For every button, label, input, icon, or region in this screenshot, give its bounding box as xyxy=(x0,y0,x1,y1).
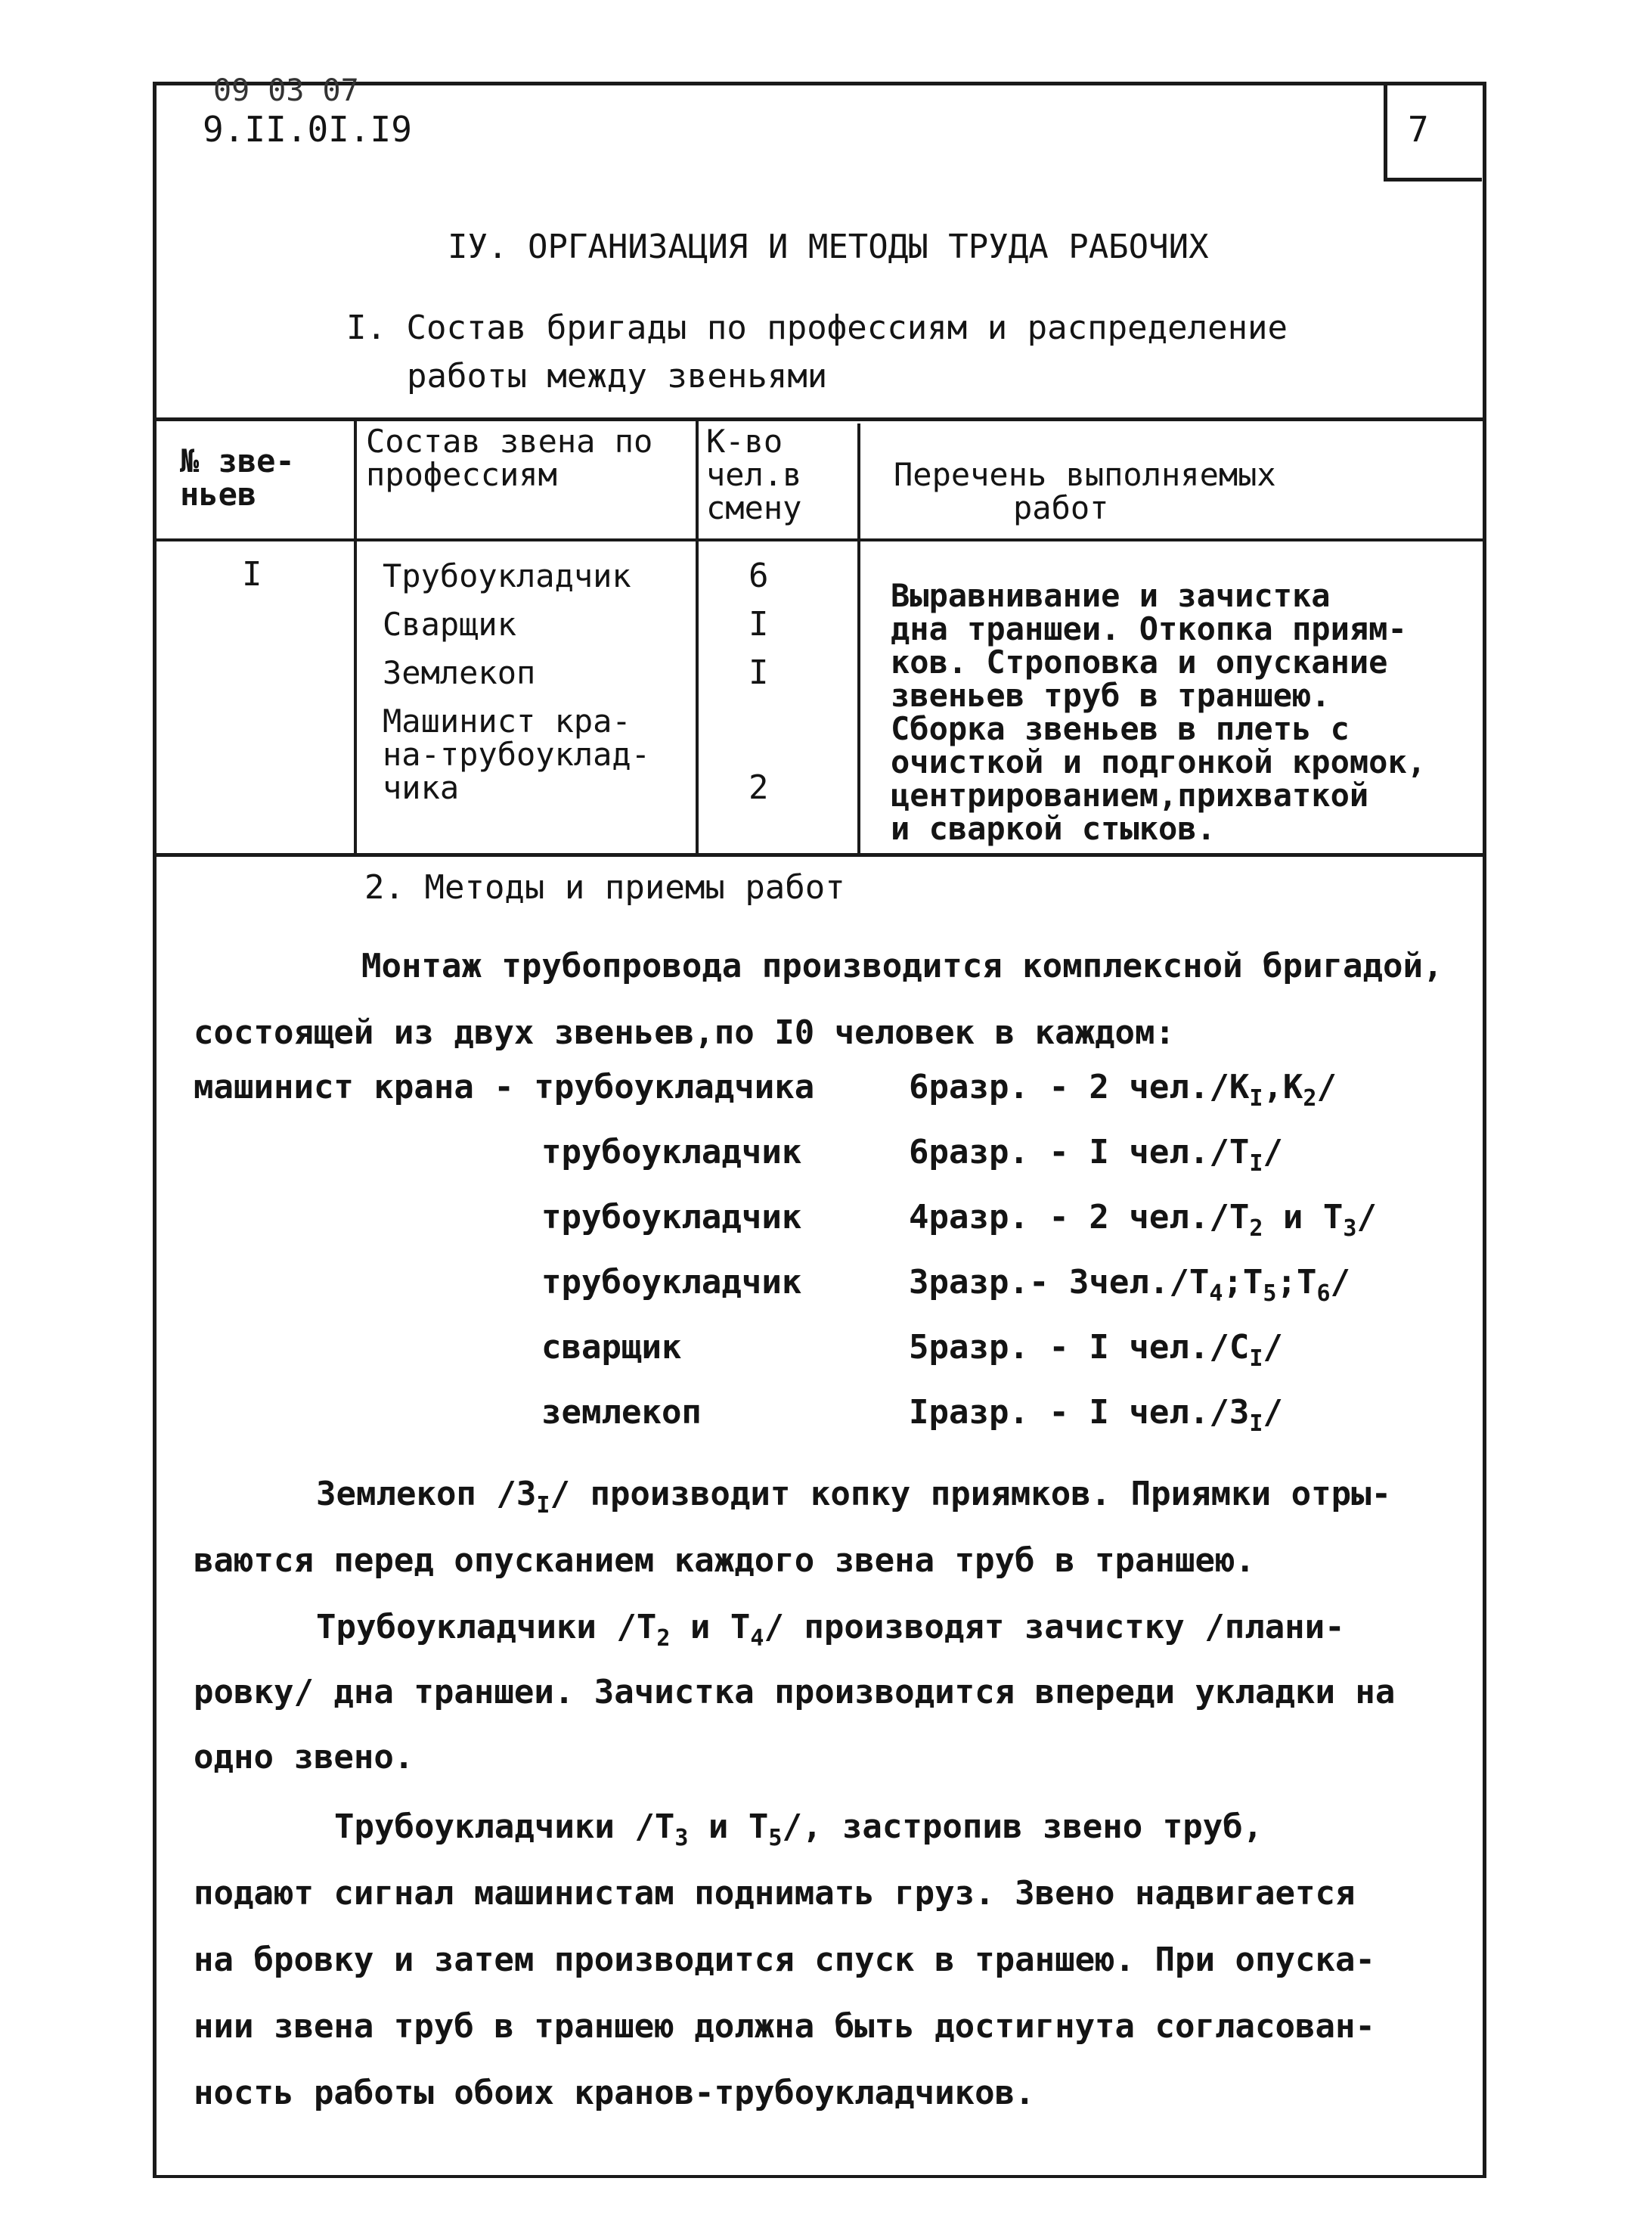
page-frame xyxy=(153,82,1486,2178)
table-col-divider-1 xyxy=(354,417,357,856)
work-item: очисткой и подгонкой кромок, xyxy=(891,743,1427,780)
work-item: ков. Строповка и опускание xyxy=(891,644,1388,681)
profession-item: на-трубоуклад- xyxy=(383,736,651,773)
work-item: дна траншеи. Откопка приям- xyxy=(891,610,1407,647)
header-col4-line1: Перечень выполняемых xyxy=(894,456,1276,493)
table-top-border xyxy=(153,417,1486,421)
count-item: I xyxy=(749,605,769,644)
profession-item: Землекоп xyxy=(383,654,536,691)
page-number: 7 xyxy=(1408,109,1429,150)
work-item: звеньев труб в траншею. xyxy=(891,677,1331,714)
header-col2-line2: профессиям xyxy=(366,456,557,493)
paragraph-3-line-3: на бровку и затем производится спуск в траншею. При опуска- xyxy=(194,1941,1375,1979)
header-col1-line1: № зве- xyxy=(180,442,295,479)
crew-role: машинист крана - трубоукладчика xyxy=(194,1068,815,1106)
count-item: 2 xyxy=(749,768,769,807)
crew-grade: 4разр. - 2 $чел./Т_2$ и $Т_3/$ xyxy=(909,1198,1377,1242)
profession-item: Машинист кра- xyxy=(383,703,631,740)
work-item: и сваркой стыков. xyxy=(891,810,1216,847)
subsection1-line2: работы между звеньями xyxy=(407,357,828,396)
profession-item: Сварщик xyxy=(383,606,517,643)
header-col2-line1: Состав звена по xyxy=(366,423,653,460)
section-title: IУ. ОРГАНИЗАЦИЯ И МЕТОДЫ ТРУДА РАБОЧИХ xyxy=(448,228,1209,266)
profession-item: чика xyxy=(383,769,460,806)
crew-grade: Iразр. - I $чел./З_I/$ xyxy=(909,1393,1283,1437)
paragraph-2-line-2: ровку/ дна траншеи. Зачистка производится впереди укладки на xyxy=(194,1673,1396,1711)
document-code: 9.II.0I.I9 xyxy=(203,109,412,150)
work-item: Сборка звеньев в плеть с xyxy=(891,710,1350,747)
subsection1-line1: I. Состав бригады по профессиям и распределение xyxy=(346,309,1288,347)
crew-role: сварщик xyxy=(541,1328,682,1367)
paragraph-3-line-4: нии звена труб в траншею должна быть достигнута согласован- xyxy=(194,2007,1375,2046)
subsection2-title: 2. Методы и приемы работ xyxy=(364,868,845,907)
page-number-box xyxy=(1384,85,1482,182)
paragraph-3-line-2: подают сигнал машинистам поднимать груз. Звено надвигается xyxy=(194,1874,1356,1913)
work-item: Выравнивание и зачистка xyxy=(891,577,1331,614)
header-col1-line2: ньев xyxy=(180,476,257,513)
table-col-divider-3 xyxy=(857,424,860,856)
profession-item: Трубоукладчик xyxy=(383,557,631,594)
work-item: центрированием,прихваткой xyxy=(891,777,1369,814)
crew-grade: 3разр.- $3чел./Т_4;Т_5;Т_6/$ xyxy=(909,1263,1351,1307)
row-number: I xyxy=(242,555,262,594)
crew-role: трубоукладчик xyxy=(541,1263,802,1302)
paragraph-3-line-1: Трубоукладчики $/Т_3$ и $Т_5/$, застропив звено труб, xyxy=(334,1807,1263,1851)
header-col3-line3: смену xyxy=(706,489,802,526)
paragraph-3-line-5: ность работы обоих кранов-трубоукладчиков. xyxy=(194,2074,1035,2112)
table-bottom-border xyxy=(153,853,1486,857)
count-item: I xyxy=(749,653,769,692)
crew-grade: 6разр. - I $чел./Т_I/$ xyxy=(909,1133,1283,1177)
crew-role: трубоукладчик xyxy=(541,1133,802,1171)
paragraph-2-line-1: Трубоукладчики $/Т_2$ и $Т_4/$ производят зачистку /плани- xyxy=(316,1608,1345,1652)
header-col3-line1: К-во xyxy=(706,423,783,460)
paragraph-1-line-2: ваются перед опусканием каждого звена труб в траншею. xyxy=(194,1541,1255,1580)
crew-role: трубоукладчик xyxy=(541,1198,802,1236)
crew-grade: 5разр. - I $чел./С_I/$ xyxy=(909,1328,1283,1372)
header-col4-line2: работ xyxy=(1013,489,1109,526)
table-header-bottom-border xyxy=(153,538,1486,541)
paragraph-2-line-3: одно звено. xyxy=(194,1738,414,1776)
count-item: 6 xyxy=(749,557,769,595)
crew-grade: 6разр. - 2 $чел./К_I,К_2/$ xyxy=(909,1068,1337,1112)
struck-code: 09 03 07 xyxy=(213,73,359,108)
header-col3-line2: чел.в xyxy=(706,456,802,493)
crew-role: землекоп xyxy=(541,1393,702,1432)
paragraph-1-line-1: Землекоп $/З_I/$ производит копку приямков. Приямки отры- xyxy=(316,1475,1392,1519)
intro-line-2: состоящей из двух звеньев,по I0 человек в каждом: xyxy=(194,1013,1176,1052)
intro-line-1: Монтаж трубопровода производится комплексной бригадой, xyxy=(361,947,1443,985)
table-col-divider-2 xyxy=(696,417,699,856)
